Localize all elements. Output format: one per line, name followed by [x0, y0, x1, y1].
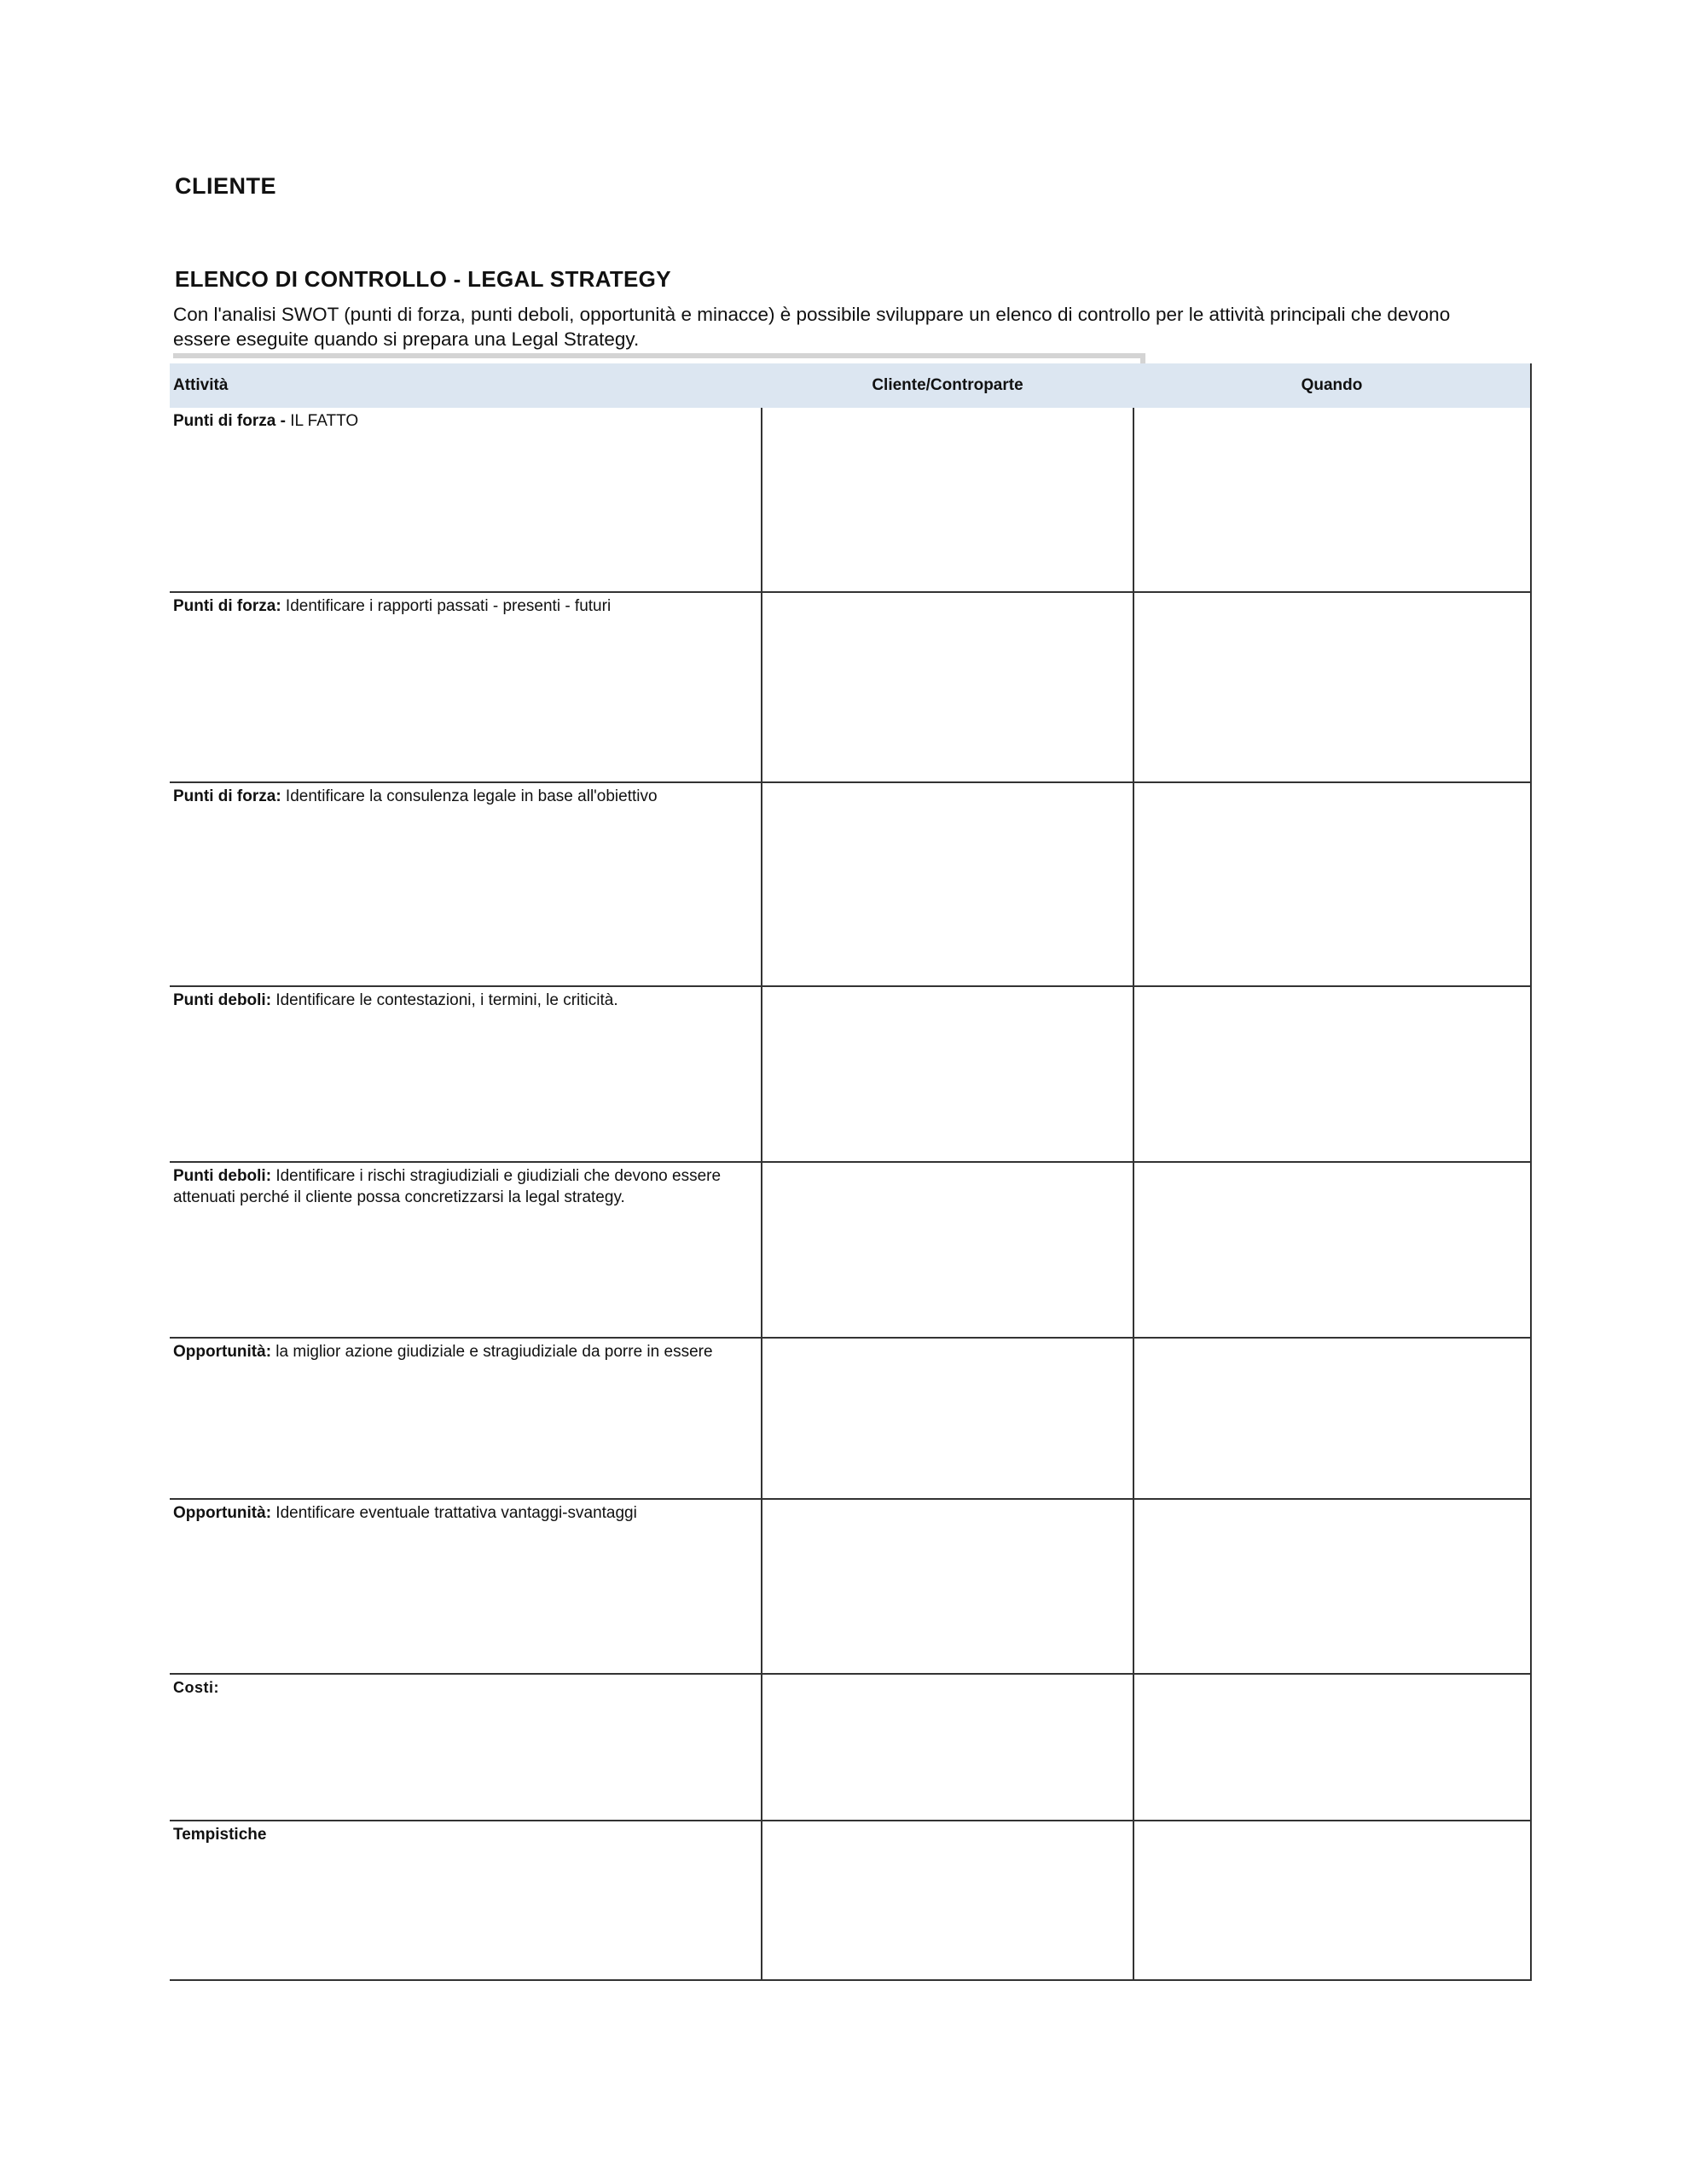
cliente-cell[interactable] [762, 1338, 1133, 1499]
quando-cell[interactable] [1133, 592, 1531, 782]
header-shadow [173, 353, 1145, 358]
activity-label: Punti di forza - [173, 412, 291, 430]
table-row [170, 408, 1531, 592]
activity-text: Identificare la consulenza legale in base all'obiettivo [281, 787, 658, 805]
activity-cell [170, 408, 762, 592]
intro-paragraph: Con l'analisi SWOT (punti di forza, punti deboli, opportunità e minacce) è possibile sviluppare un elenco di controllo per le attività principali che devono essere eseguite quando si prepara una Legal Strategy. [173, 304, 1451, 350]
cliente-cell[interactable] [762, 1674, 1133, 1821]
cliente-cell[interactable] [762, 1821, 1133, 1980]
activity-label: Punti di forza: [173, 597, 281, 615]
quando-cell[interactable] [1133, 1499, 1531, 1674]
column-header-attivita: Attività [170, 363, 762, 408]
table-row [170, 986, 1531, 1162]
activity-text: Identificare le contestazioni, i termini, le criticità. [271, 991, 618, 1009]
activity-cell [170, 986, 762, 1162]
quando-cell[interactable] [1133, 1338, 1531, 1499]
cliente-cell[interactable] [762, 1499, 1133, 1674]
column-header-cliente: Cliente/Controparte [762, 363, 1133, 408]
activity-label: Opportunità: [173, 1343, 272, 1361]
quando-cell[interactable] [1133, 986, 1531, 1162]
table-row [170, 592, 1531, 782]
activity-text: la miglior azione giudiziale e stragiudiziale da porre in essere [271, 1343, 713, 1361]
table-row [170, 1162, 1531, 1338]
table-row [170, 1338, 1531, 1499]
activity-text: Identificare i rapporti passati - presenti - futuri [281, 597, 612, 615]
cliente-cell[interactable] [762, 408, 1133, 592]
checklist-table [170, 363, 1532, 1981]
table-row [170, 1821, 1531, 1980]
column-header-quando: Quando [1133, 363, 1531, 408]
activity-text: Identificare eventuale trattativa vantaggi-svantaggi [271, 1504, 637, 1522]
activity-label: Tempistiche [173, 1826, 267, 1844]
quando-cell[interactable] [1133, 1821, 1531, 1980]
table-header [170, 363, 1531, 408]
table-row [170, 1499, 1531, 1674]
activity-label: Punti deboli: [173, 991, 272, 1009]
quando-cell[interactable] [1133, 1162, 1531, 1338]
cliente-cell[interactable] [762, 782, 1133, 986]
activity-cell [170, 1821, 762, 1980]
activity-text: IL FATTO [290, 412, 359, 430]
activity-cell [170, 1338, 762, 1499]
activity-cell [170, 592, 762, 782]
activity-label: Opportunità: [173, 1504, 272, 1522]
table-body [170, 408, 1531, 1980]
activity-cell [170, 1674, 762, 1821]
table-row [170, 782, 1531, 986]
cliente-cell[interactable] [762, 986, 1133, 1162]
document-title: ELENCO DI CONTROLLO - LEGAL STRATEGY [175, 266, 671, 292]
activity-text: Identificare i rischi stragiudiziali e giudiziali che devono essere attenuati perché il cliente possa concretizzarsi la legal strategy. [173, 1167, 722, 1206]
cliente-cell[interactable] [762, 1162, 1133, 1338]
activity-label: Punti deboli: [173, 1167, 272, 1185]
activity-cell [170, 1499, 762, 1674]
activity-cell [170, 1162, 762, 1338]
quando-cell[interactable] [1133, 782, 1531, 986]
activity-label: Costi: [173, 1679, 219, 1696]
table-row [170, 1674, 1531, 1821]
client-heading: CLIENTE [175, 173, 277, 199]
activity-cell [170, 782, 762, 986]
quando-cell[interactable] [1133, 408, 1531, 592]
cliente-cell[interactable] [762, 592, 1133, 782]
quando-cell[interactable] [1133, 1674, 1531, 1821]
activity-label: Punti di forza: [173, 787, 281, 805]
